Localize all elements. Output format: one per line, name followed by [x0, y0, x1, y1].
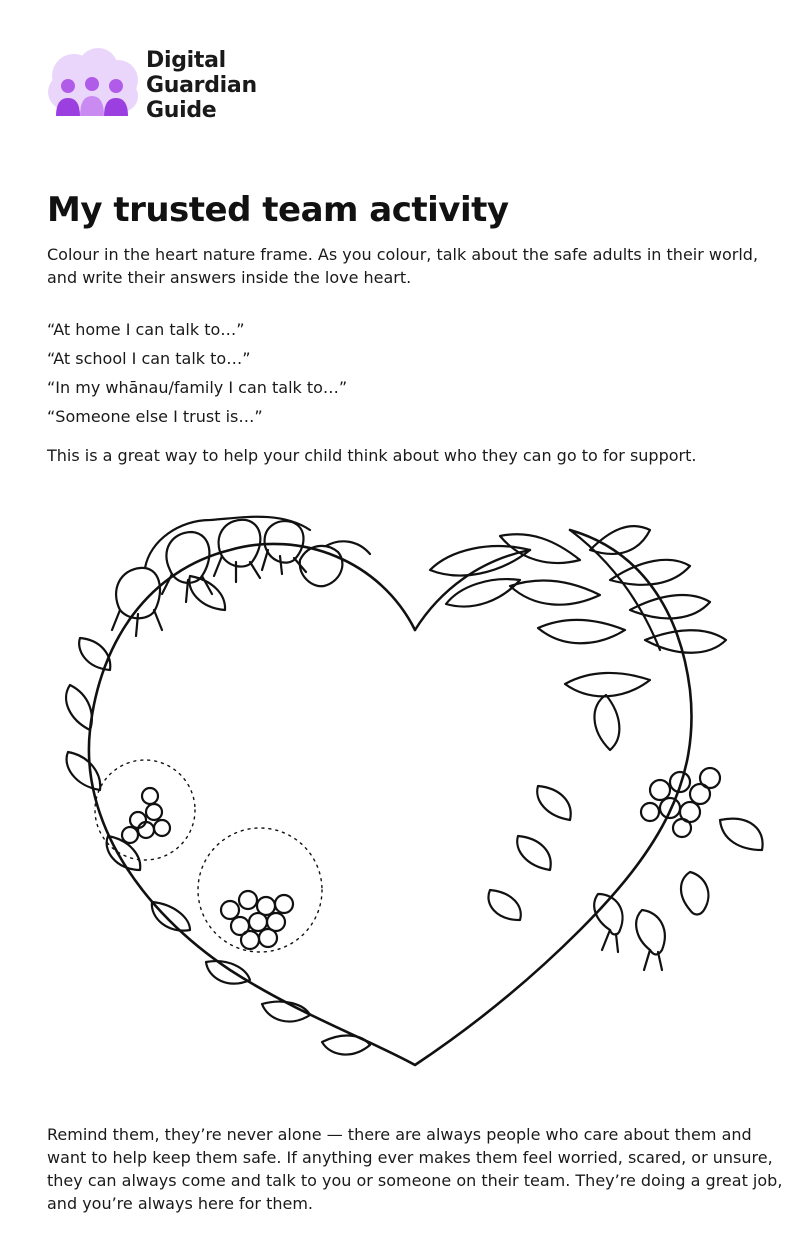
logo-line: Guardian [146, 73, 257, 98]
prompt-item: “At school I can talk to…” [47, 349, 251, 368]
support-text: This is a great way to help your child think about who they can go to for support. [47, 446, 697, 465]
intro-text: Colour in the heart nature frame. As you colour, talk about the safe adults in their world, and write their answers inside the love heart. [47, 245, 759, 287]
logo-line: Guide [146, 98, 217, 123]
prompt-item: “At home I can talk to…” [47, 320, 245, 339]
logo [46, 46, 286, 126]
prompt-item: “In my whānau/family I can talk to…” [47, 378, 348, 397]
logo-wordmark [146, 48, 257, 123]
prompt-list [47, 315, 347, 431]
prompt-item: “Someone else I trust is…” [47, 407, 263, 426]
page-title: My trusted team activity [47, 190, 509, 230]
logo-line: Digital [146, 48, 226, 73]
heart-flower-wreath-icon [50, 490, 780, 1090]
people-cloud-icon [46, 46, 142, 122]
closing-text: Remind them, they’re never alone — there are always people who care about them and want to help keep them safe. If anything ever makes them feel worried, scared, or unsure, they can always come and talk to you or someone on their team. They’re doing a great job, and you’re always here for them. [47, 1125, 783, 1213]
